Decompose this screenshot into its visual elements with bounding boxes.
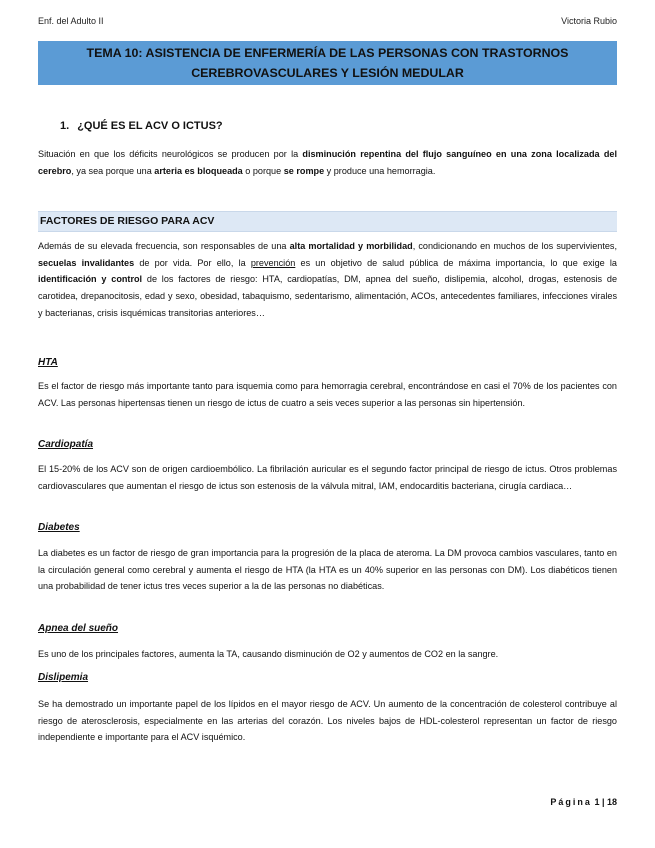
title-line-2: CEREBROVASCULARES Y LESIÓN MEDULAR xyxy=(191,66,464,80)
page-total: 18 xyxy=(606,797,617,807)
page-label: Página xyxy=(550,797,592,807)
hta-paragraph: Es el factor de riesgo más importante tanto para isquemia como para hemorragia cerebral, encontrándose en casi el 70% de los pacientes con ACV. Las personas hipertensas tienen un riesgo de ictus de cuatro a seis veces superior a las personas sin hipertensión. xyxy=(38,381,617,408)
section-question-text: ¿QUÉ ES EL ACV O ICTUS? xyxy=(77,120,223,132)
title-line-1: TEMA 10: ASISTENCIA DE ENFERMERÍA DE LAS PERSONAS CON TRASTORNOS xyxy=(86,46,569,60)
diabetes-heading: Diabetes xyxy=(38,522,80,533)
risk-factors-paragraph: Además de su elevada frecuencia, son responsables de una alta mortalidad y morbilidad, condicionando en muchos de los supervivientes, secuelas invalidantes de por vida. Por ello, la prevención es un objetivo de salud pública de máxima importancia, lo que exige la identificación y control de los factores de riesgo: HTA, cardiopatías, DM, apnea del sueño, dislipemia, alcohol, drogas, estenosis de carotidea, drepanocitosis, edad y sexo, obesidad, tabaquismo, sedentarismo, alimentación, ACOs, antecedentes familiares, infecciones virales y bacterianas, crisis isquémicas transitorias anteriores… xyxy=(38,241,618,318)
section-number: 1. xyxy=(60,120,70,132)
page-number: 1 xyxy=(594,797,600,807)
page-footer: Página 1 | 18 xyxy=(550,797,617,807)
dislipemia-heading: Dislipemia xyxy=(38,672,89,683)
diabetes-paragraph: La diabetes es un factor de riesgo de gran importancia para la progresión de la placa de ateroma. La DM provoca cambios vasculares, tanto en la circulación general como cerebral y aumenta el riesgo de HTA (la HTA es un 40% superior en las personas con DM). Los diabéticos tienen una probabilidad de tener ictus tres veces superior a la de las personas no diabéticas. xyxy=(38,548,617,592)
hta-heading: HTA xyxy=(38,357,58,368)
cardiopatia-heading: Cardiopatía xyxy=(38,439,94,450)
header-author: Victoria Rubio xyxy=(561,16,617,26)
intro-paragraph: Situación en que los déficits neurológicos se producen por la disminución repentina del flujo sanguíneo en una zona localizada del cerebro, ya sea porque una arteria es bloqueada o porque se rompe y produce una hemorragia. xyxy=(38,149,617,176)
section-question xyxy=(60,120,223,132)
document-title xyxy=(38,41,617,85)
header-course: Enf. del Adulto II xyxy=(38,16,104,26)
risk-factors-heading-band xyxy=(38,211,617,232)
cardiopatia-paragraph: El 15-20% de los ACV son de origen cardioembólico. La fibrilación auricular es el segundo factor principal de riesgo de ictus. Otros problemas cardiovasculares que aumentan el riesgo de ictus son estenosis de la válvula mitral, IAM, endocarditis bacteriana, cirugía cardiaca… xyxy=(38,464,617,491)
apnea-heading: Apnea del sueño xyxy=(38,623,119,634)
risk-factors-heading: FACTORES DE RIESGO PARA ACV xyxy=(40,215,215,227)
apnea-paragraph: Es uno de los principales factores, aumenta la TA, causando disminución de O2 y aumentos de CO2 en la sangre. xyxy=(38,649,499,659)
dislipemia-paragraph: Se ha demostrado un importante papel de los lípidos en el mayor riesgo de ACV. Un aumento de la concentración de colesterol contribuye al riesgo de aterosclerosis, especialmente en las arterias del corazón. Los niveles bajos de HDL-colesterol representan un factor de riesgo independiente e importante para el ACV isquémico. xyxy=(38,699,617,743)
